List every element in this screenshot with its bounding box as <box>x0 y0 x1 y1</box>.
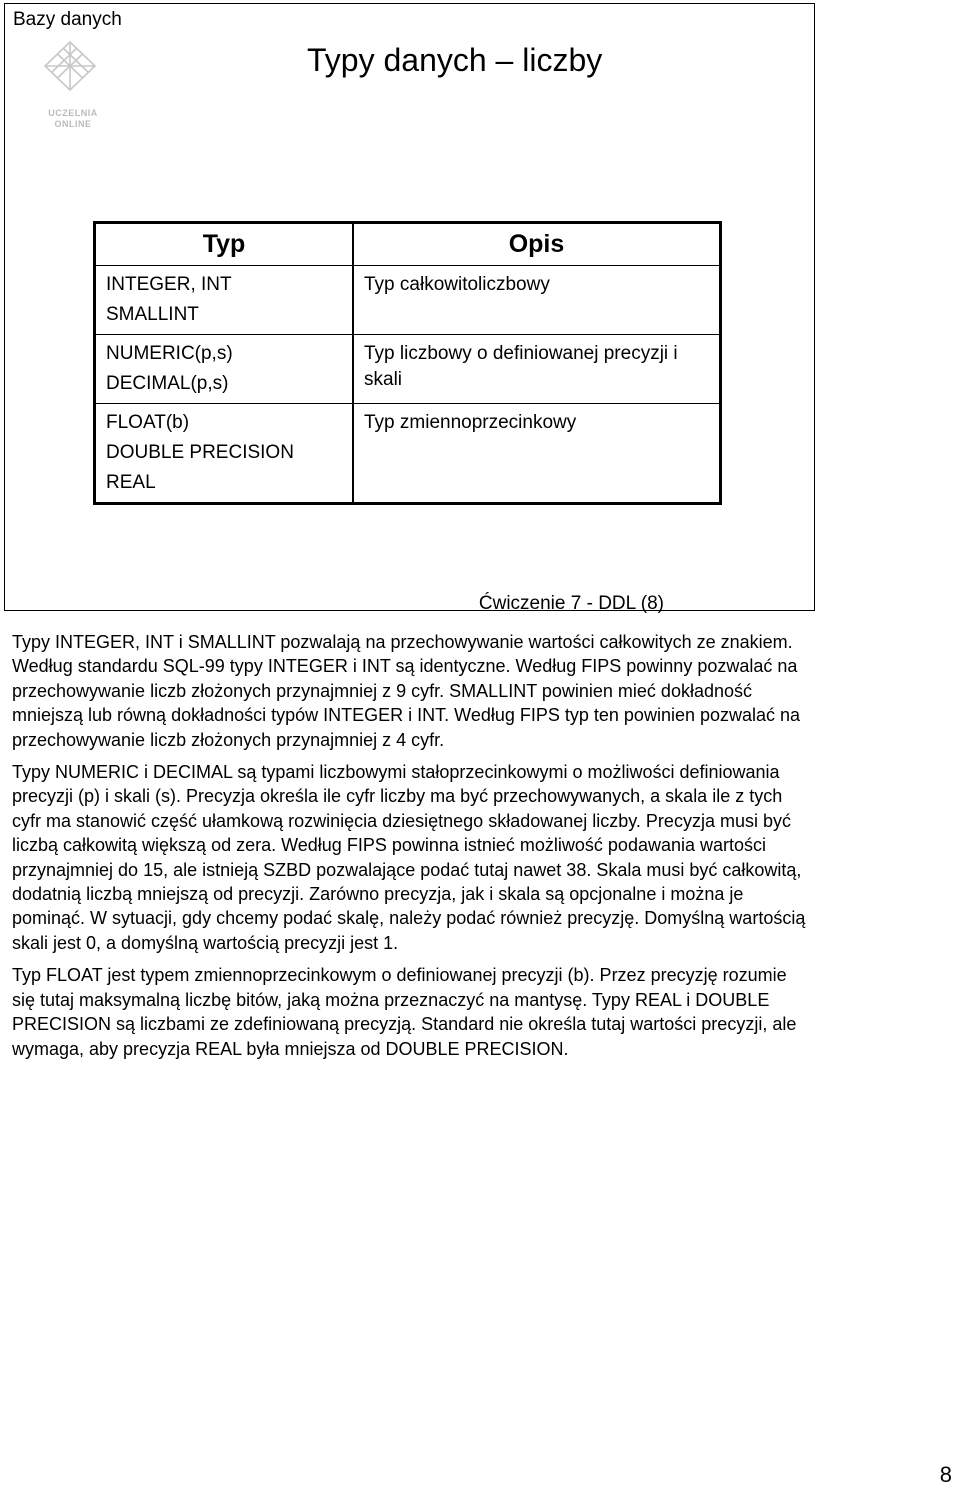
data-types-table <box>93 221 722 505</box>
logo-text: UCZELNIA ONLINE <box>48 108 98 129</box>
type-name: REAL <box>106 472 156 493</box>
paragraph: Typy INTEGER, INT i SMALLINT pozwalają na przechowywanie wartości całkowitych ze znakiem. Według standardu SQL-99 typy INTEGER i INT są identyczne. Według FIPS powinny pozwalać na przechowywanie liczb złożonych przynajmniej z 9 cyfr. SMALLINT powinien mieć dokładność mniejszą lub równą dokładności typów INTEGER i INT. Według FIPS typ ten powinien pozwalać na przechowywanie liczb złożonych przynajmniej z 4 cyfr. <box>12 632 801 750</box>
page-number: 8 <box>939 1462 952 1487</box>
type-name: NUMERIC(p,s) <box>106 343 233 364</box>
table-row <box>95 335 721 404</box>
type-name: SMALLINT <box>106 304 199 325</box>
type-cell <box>95 266 354 335</box>
exercise-label: Ćwiczenie 7 - DDL (8) <box>478 593 664 614</box>
column-header-type: Typ <box>95 223 354 266</box>
paragraph: Typy NUMERIC i DECIMAL są typami liczbowymi stałoprzecinkowymi o możliwości definiowania precyzji (p) i skali (s). Precyzja określa ile cyfr liczby ma być przechowywanych, a skala ile z tych cyfr ma stanowić część ułamkową rozwinięcia dziesiętnego składowanej liczby. Precyzja musi być liczbą całkowitą większą od zera. Według FIPS powinna istnieć możliwość podawania wartości przynajmniej do 15, ale istnieją SZBD pozwalające podać tutaj nawet 38. Skala musi być całkowitą, dodatnią liczbą mniejszą od precyzji. Zarówno precyzja, jak i skala są opcjonalne i można je pominąć. W sytuacji, gdy chcemy podać skalę, należy podać również precyzję. Domyślną wartością skali jest 0, a domyślną wartością precyzji jest 1. <box>12 762 806 953</box>
description-cell: Typ całkowitoliczbowy <box>353 266 721 335</box>
table-row <box>95 266 721 335</box>
type-name: DECIMAL(p,s) <box>106 373 229 394</box>
paragraph: Typ FLOAT jest typem zmiennoprzecinkowym o definiowanej precyzji (b). Przez precyzję rozumie się tutaj maksymalną liczbę bitów, jaką można przeznaczyć na mantysę. Typy REAL i DOUBLE PRECISION są liczbami ze zdefiniowaną precyzją. Standard nie określa tutaj wartości precyzji, ale wymaga, aby precyzja REAL była mniejsza od DOUBLE PRECISION. <box>12 965 797 1059</box>
description-cell: Typ liczbowy o definiowanej precyzji i skali <box>353 335 721 404</box>
column-header-description: Opis <box>353 223 721 266</box>
type-name: FLOAT(b) <box>106 412 190 433</box>
description-cell: Typ zmiennoprzecinkowy <box>353 404 721 504</box>
type-cell <box>95 335 354 404</box>
slide-frame <box>4 3 815 614</box>
type-name: DOUBLE PRECISION <box>106 442 294 463</box>
table-row <box>95 404 721 504</box>
table-header-row <box>95 223 721 266</box>
type-cell <box>95 404 354 504</box>
notes-text <box>12 630 812 1069</box>
header-label: Bazy danych <box>13 9 122 30</box>
slide-title: Typy danych – liczby <box>307 42 603 78</box>
type-name: INTEGER, INT <box>106 274 232 295</box>
